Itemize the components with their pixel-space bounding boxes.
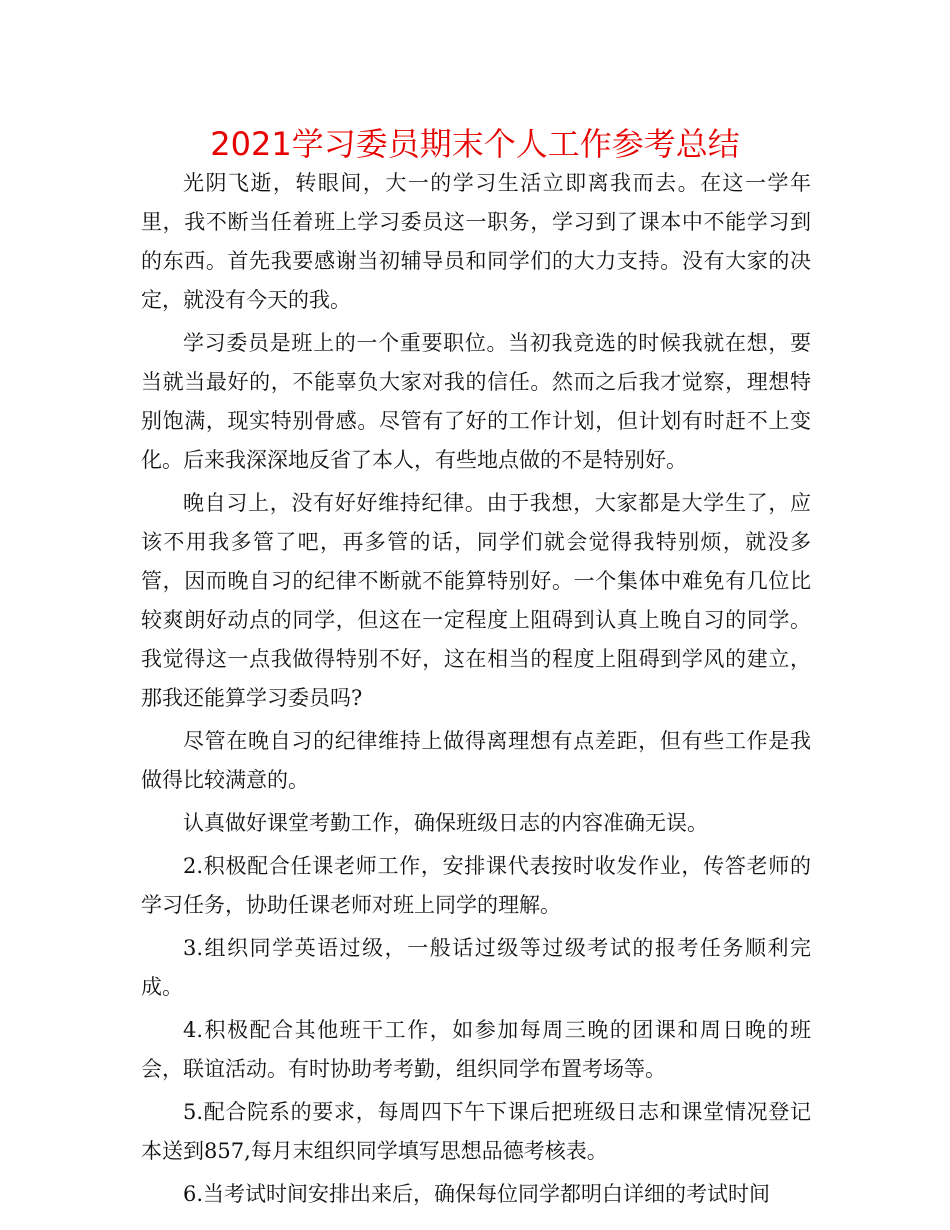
- paragraph-1: 光阴飞逝，转眼间，大一的学习生活立即离我而去。在这一学年里，我不断当任着班上学习委员这一职务，学习到了课本中不能学习到的东西。首先我要感谢当初辅导员和同学们的大力支持。没有大家的决定，就没有今天的我。: [141, 171, 811, 312]
- paragraph-4: 尽管在晚自习的纪律维持上做得离理想有点差距，但有些工作是我做得比较满意的。: [141, 729, 811, 792]
- paragraph-5: 认真做好课堂考勤工作，确保班级日志的内容准确无误。: [183, 811, 708, 835]
- paragraph-6: 2.积极配合任课老师工作，安排课代表按时收发作业，传答老师的学习任务，协助任课老师对班上同学的理解。: [141, 854, 811, 917]
- paragraph-10: 6.当考试时间安排出来后，确保每位同学都明白详细的考试时间: [183, 1182, 771, 1206]
- document-title: 2021学习委员期末个人工作参考总结: [210, 125, 740, 163]
- paragraph-9: 5.配合院系的要求，每周四下午下课后把班级日志和课堂情况登记本送到857,每月末组织同学填写思想品德考核表。: [141, 1100, 811, 1163]
- paragraph-7: 3.组织同学英语过级，一般话过级等过级考试的报考任务顺利完成。: [141, 936, 811, 999]
- paragraph-3: 晚自习上，没有好好维持纪律。由于我想，大家都是大学生了，应该不用我多管了吧，再多管的话，同学们就会觉得我特别烦，就没多管，因而晚自习的纪律不断就不能算特别好。一个集体中难免有几位比较爽朗好动点的同学，但这在一定程度上阻碍到认真上晚自习的同学。我觉得这一点我做得特别不好，这在相当的程度上阻碍到学风的建立，那我还能算学习委员吗?: [141, 491, 811, 710]
- paragraph-2: 学习委员是班上的一个重要职位。当初我竞选的时候我就在想，要当就当最好的，不能辜负大家对我的信任。然而之后我才觉察，理想特别饱满，现实特别骨感。尽管有了好的工作计划，但计划有时赶不上变化。后来我深深地反省了本人，有些地点做的不是特别好。: [141, 331, 811, 472]
- paragraph-8: 4.积极配合其他班干工作，如参加每周三晚的团课和周日晚的班会，联谊活动。有时协助考考勤，组织同学布置考场等。: [141, 1018, 811, 1081]
- document-body: [141, 164, 811, 1218]
